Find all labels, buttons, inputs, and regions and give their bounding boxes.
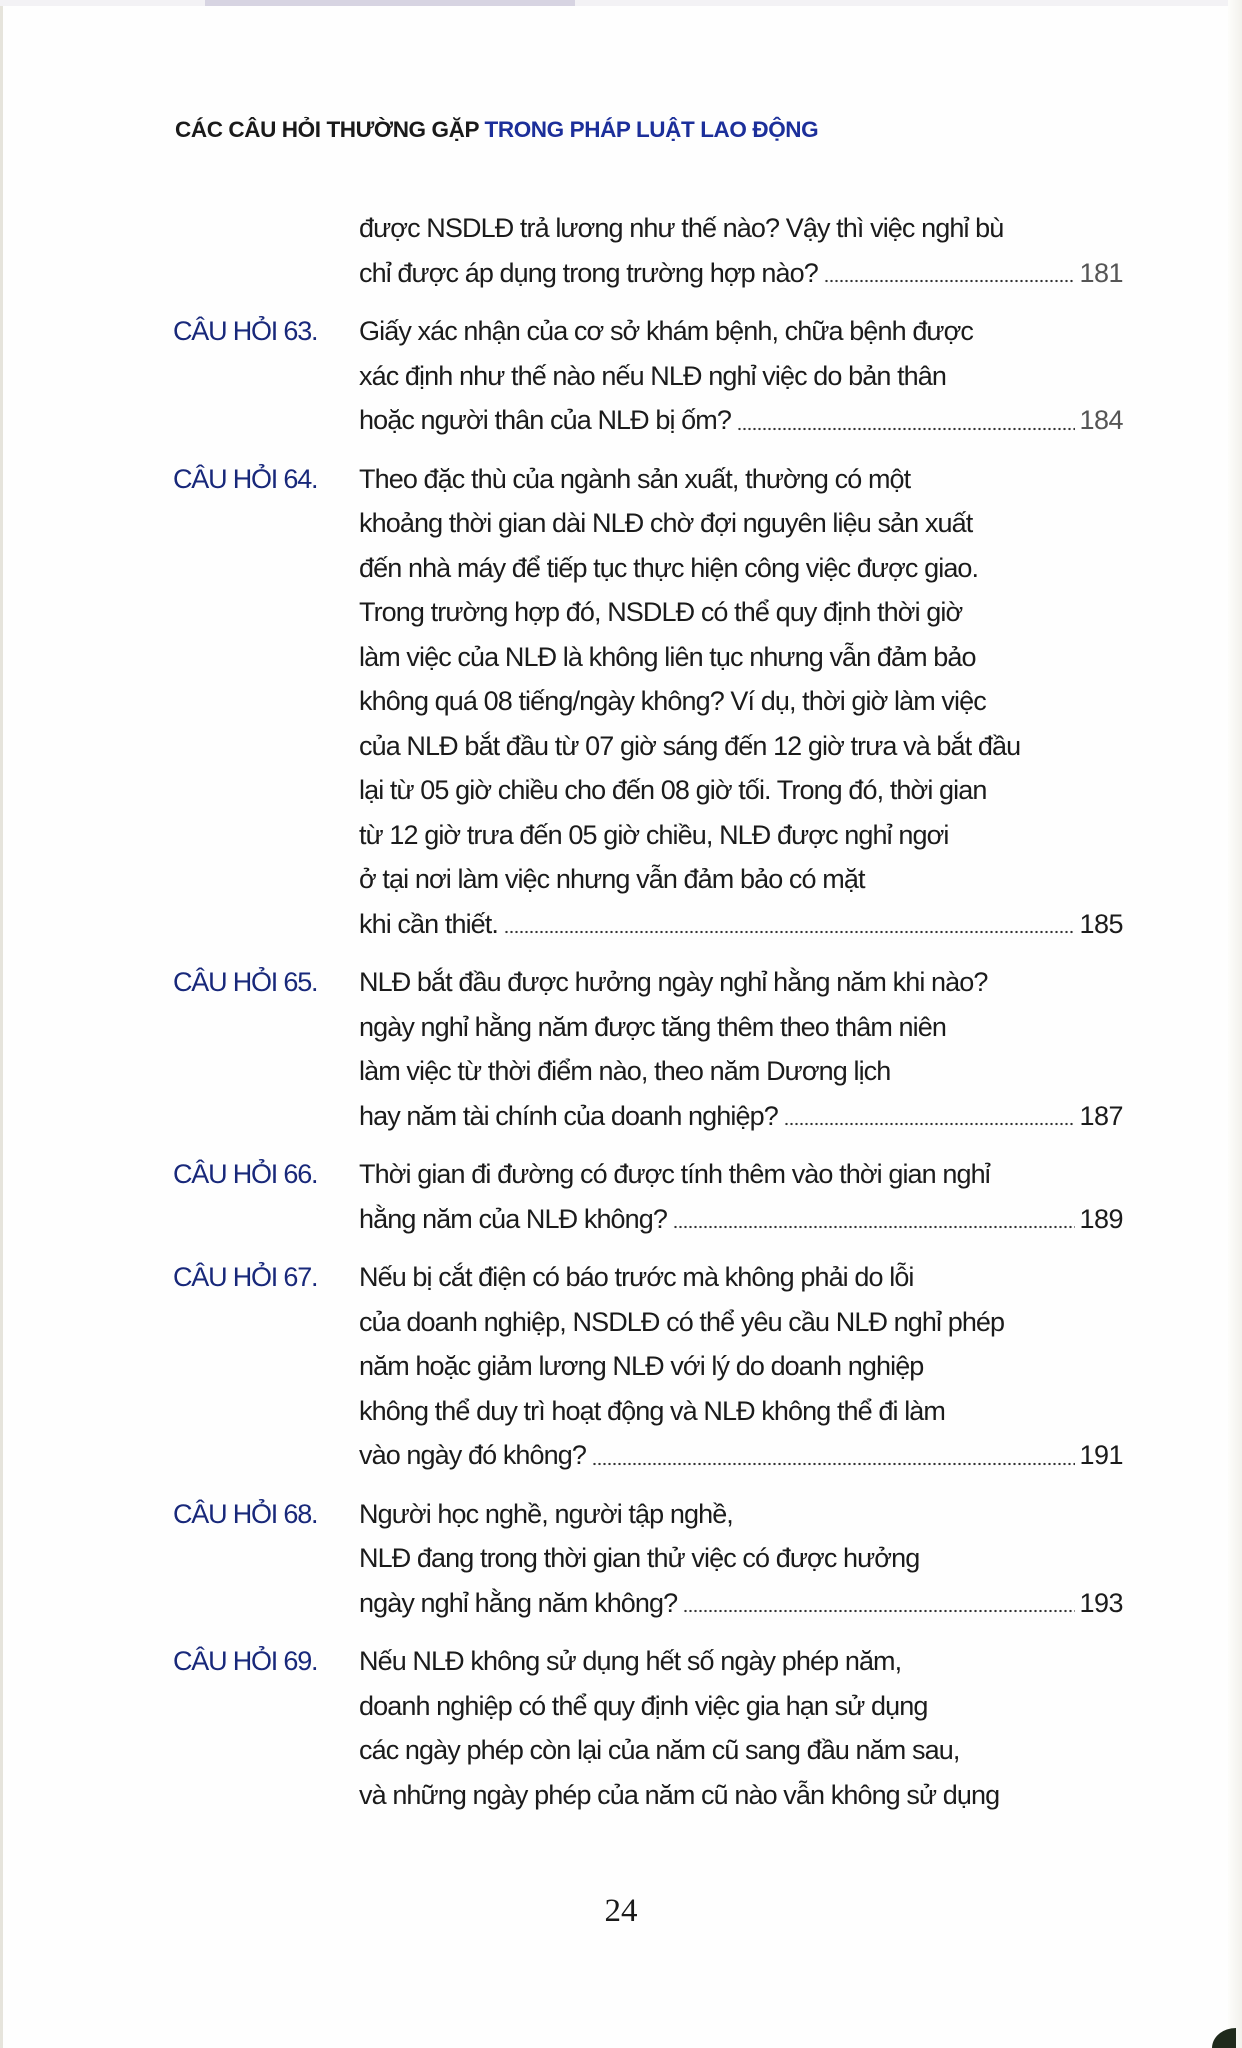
question-line: không quá 08 tiếng/ngày không? Ví dụ, thời giờ làm việc [359, 686, 986, 716]
question-line: hằng năm của NLĐ không? [359, 1203, 668, 1234]
question-text [359, 1492, 1123, 1626]
table-of-contents [173, 206, 1123, 1831]
dot-leader [592, 1461, 1075, 1467]
page-reference[interactable]: 184 [1079, 405, 1123, 435]
running-head-part1: CÁC CÂU HỎI THƯỜNG GẶP [175, 117, 479, 142]
dot-leader [784, 1121, 1076, 1127]
question-line: Nếu bị cắt điện có báo trước mà không phải do lỗi [359, 1262, 914, 1292]
question-label: CÂU HỎI 65. [173, 967, 318, 997]
question-line: khoảng thời gian dài NLĐ chờ đợi nguyên liệu sản xuất [359, 508, 973, 538]
dot-leader [504, 929, 1075, 935]
question-label: CÂU HỎI 64. [173, 463, 318, 494]
toc-entry[interactable] [173, 457, 1123, 947]
question-last-line [359, 1581, 1123, 1626]
question-line: làm việc của NLĐ là không liên tục nhưng vẫn đảm bảo [359, 641, 976, 672]
toc-entry[interactable] [173, 1492, 1123, 1626]
question-last-line [359, 251, 1123, 296]
question-line: của doanh nghiệp, NSDLĐ có thể yêu cầu NLĐ nghỉ phép [359, 1306, 1005, 1337]
question-text [359, 1639, 1123, 1817]
question-line: đến nhà máy để tiếp tục thực hiện công việc được giao. [359, 552, 979, 583]
dot-leader [683, 1608, 1075, 1614]
question-line: xác định như thế nào nếu NLĐ nghỉ việc do bản thân [359, 360, 947, 391]
page-reference[interactable]: 189 [1079, 1203, 1123, 1234]
question-line: ở tại nơi làm việc nhưng vẫn đảm bảo có mặt [359, 864, 865, 894]
question-line: chỉ được áp dụng trong trường hợp nào? [359, 257, 818, 288]
dot-leader [737, 426, 1075, 432]
question-text [359, 960, 1123, 1138]
page-right-edge [1228, 0, 1242, 2048]
question-line: vào ngày đó không? [359, 1440, 586, 1470]
question-label: CÂU HỎI 69. [173, 1646, 318, 1676]
question-last-line [359, 1094, 1123, 1139]
question-line: hay năm tài chính của doanh nghiệp? [359, 1100, 778, 1131]
question-line: Nếu NLĐ không sử dụng hết số ngày phép năm, [359, 1646, 902, 1676]
question-last-line [359, 902, 1123, 947]
question-line: từ 12 giờ trưa đến 05 giờ chiều, NLĐ được nghỉ ngơi [359, 819, 949, 850]
page-reference[interactable]: 185 [1079, 908, 1123, 939]
question-line: năm hoặc giảm lương NLĐ với lý do doanh nghiệp [359, 1351, 924, 1381]
question-label: CÂU HỎI 67. [173, 1262, 318, 1292]
question-line: NLĐ bắt đầu được hưởng ngày nghỉ hằng năm khi nào? [359, 967, 988, 997]
question-last-line [359, 1197, 1123, 1242]
question-line: Trong trường hợp đó, NSDLĐ có thể quy định thời giờ [359, 597, 963, 627]
dot-leader [673, 1224, 1075, 1230]
question-line: không thể duy trì hoạt động và NLĐ không thể đi làm [359, 1395, 946, 1426]
question-line: Giấy xác nhận của cơ sở khám bệnh, chữa bệnh được [359, 316, 974, 346]
toc-entry[interactable] [173, 960, 1123, 1138]
question-last-line [359, 398, 1123, 443]
question-text [359, 1255, 1123, 1478]
question-label: CÂU HỎI 68. [173, 1498, 318, 1529]
question-line: hoặc người thân của NLĐ bị ốm? [359, 405, 732, 435]
question-text [359, 206, 1123, 295]
question-line: Thời gian đi đường có được tính thêm vào thời gian nghỉ [359, 1159, 990, 1189]
question-line: Người học nghề, người tập nghề, [359, 1498, 733, 1529]
question-line: các ngày phép còn lại của năm cũ sang đầu năm sau, [359, 1735, 960, 1765]
question-line: khi cần thiết. [359, 908, 498, 939]
question-label: CÂU HỎI 66. [173, 1159, 318, 1189]
toc-entry[interactable] [173, 1255, 1123, 1478]
question-line: và những ngày phép của năm cũ nào vẫn không sử dụng [359, 1779, 1000, 1810]
page-number: 24 [604, 1893, 638, 1929]
question-label: CÂU HỎI 63. [173, 316, 318, 346]
question-line: ngày nghỉ hằng năm được tăng thêm theo thâm niên [359, 1011, 946, 1042]
question-line: của NLĐ bắt đầu từ 07 giờ sáng đến 12 giờ trưa và bắt đầu [359, 730, 1021, 761]
question-last-line [359, 1433, 1123, 1478]
page-reference[interactable]: 193 [1079, 1587, 1123, 1618]
question-text [359, 457, 1123, 947]
question-line: lại từ 05 giờ chiều cho đến 08 giờ tối. Trong đó, thời gian [359, 775, 987, 805]
question-line: doanh nghiệp có thể quy định việc gia hạn sử dụng [359, 1690, 928, 1721]
page-reference[interactable]: 187 [1079, 1100, 1123, 1131]
question-line: NLĐ đang trong thời gian thử việc có được hưởng [359, 1543, 920, 1573]
page-reference[interactable]: 181 [1079, 257, 1123, 288]
page-reference[interactable]: 191 [1079, 1440, 1123, 1470]
question-text [359, 1152, 1123, 1241]
toc-entry[interactable] [173, 309, 1123, 443]
toc-entry[interactable] [173, 1639, 1123, 1817]
running-head-part2: TRONG PHÁP LUẬT LAO ĐỘNG [484, 117, 819, 142]
dot-leader [824, 278, 1076, 284]
running-head [175, 117, 818, 143]
question-line: được NSDLĐ trả lương như thế nào? Vậy thì việc nghỉ bù [359, 213, 1004, 243]
question-text [359, 309, 1123, 443]
toc-entry[interactable] [173, 1152, 1123, 1241]
question-line: ngày nghỉ hằng năm không? [359, 1587, 678, 1618]
toc-entry[interactable] [359, 206, 1123, 295]
question-line: Theo đặc thù của ngành sản xuất, thường có một [359, 463, 911, 494]
question-line: làm việc từ thời điểm nào, theo năm Dương lịch [359, 1056, 891, 1086]
